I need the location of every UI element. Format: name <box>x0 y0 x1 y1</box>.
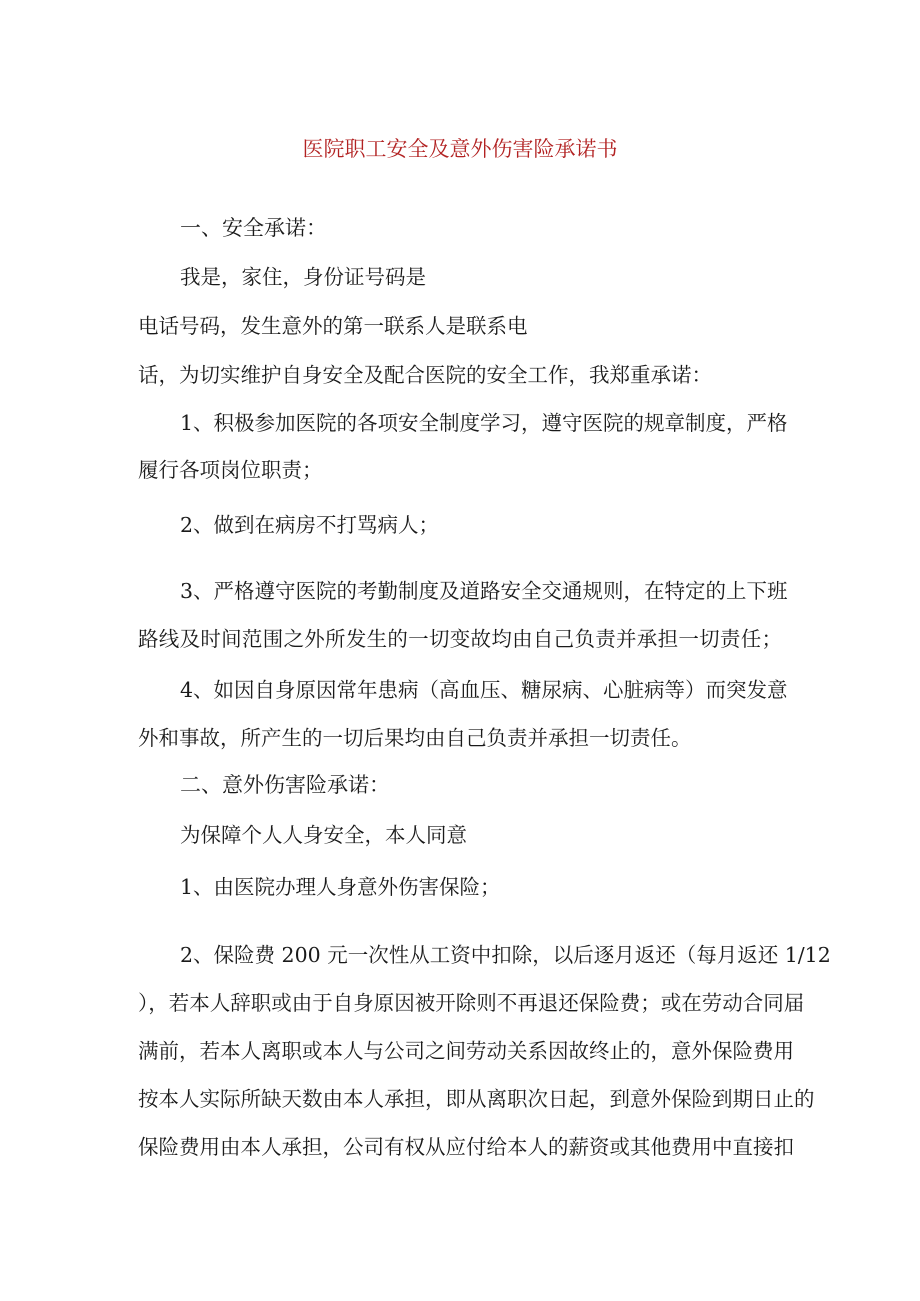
section2-item2-line2: ），若本人辞职或由于自身原因被开除则不再退还保险费；或在劳动合同届 <box>138 991 805 1015</box>
section2-item2-line4: 按本人实际所缺天数由本人承担，即从离职次日起，到意外保险到期日止的 <box>138 1087 815 1111</box>
section1-item3-line2: 路线及时间范围之外所发生的一切变故均由自己负责并承担一切责任； <box>138 627 782 651</box>
section1-intro-line3: 话，为切实维护自身安全及配合医院的安全工作，我郑重承诺： <box>138 363 712 387</box>
section1-item2-line1: 2、做到在病房不打骂病人； <box>180 513 440 537</box>
section1-item1-line1: 1、积极参加医院的各项安全制度学习，遵守医院的规章制度，严格 <box>180 411 788 435</box>
section2-heading: 二、意外伤害险承诺： <box>180 773 390 797</box>
section1-heading: 一、安全承诺： <box>180 216 327 240</box>
section1-item4-line1: 4、如因自身原因常年患病（高血压、糖尿病、心脏病等）而突发意 <box>180 678 788 702</box>
document-title: 医院职工安全及意外伤害险承诺书 <box>302 137 618 161</box>
section1-item1-line2: 履行各项岗位职责； <box>138 458 323 482</box>
section2-intro-line1: 为保障个人人身安全，本人同意 <box>180 823 467 847</box>
section1-item3-line1: 3、严格遵守医院的考勤制度及道路安全交通规则，在特定的上下班 <box>180 579 788 603</box>
section2-item2-line5: 保险费用由本人承担，公司有权从应付给本人的薪资或其他费用中直接扣 <box>138 1135 794 1159</box>
section2-item2-line1: 2、保险费 200 元一次性从工资中扣除，以后逐月返还（每月返还 1/12 <box>180 943 831 967</box>
section1-intro-line1: 我是，家住，身份证号码是 <box>180 265 426 289</box>
section2-item1-line1: 1、由医院办理人身意外伤害保险； <box>180 875 501 899</box>
section1-item4-line2: 外和事故，所产生的一切后果均由自己负责并承担一切责任。 <box>138 726 692 750</box>
section1-intro-line2: 电话号码，发生意外的第一联系人是联系电 <box>138 314 528 338</box>
section2-item2-line3: 满前，若本人离职或本人与公司之间劳动关系因故终止的，意外保险费用 <box>138 1039 794 1063</box>
